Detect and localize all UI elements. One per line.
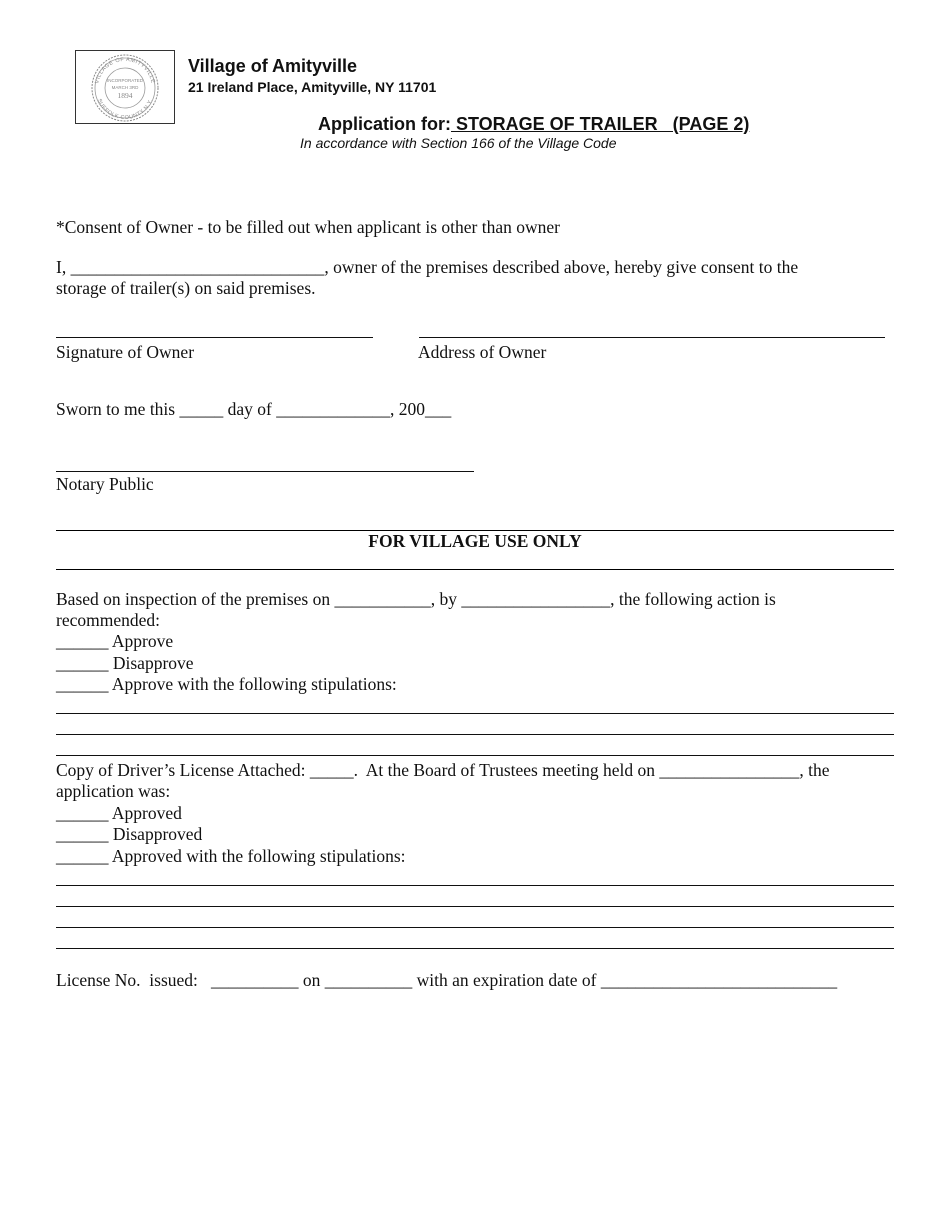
code-reference: In accordance with Section 166 of the Village Code [300,135,617,151]
inspection-line2: recommended: [56,610,160,630]
board-line1: Copy of Driver’s License Attached: _____. At the Board of Trustees meeting held on ________________, the [56,760,830,780]
section-divider-bottom [56,569,894,570]
village-seal [75,50,175,124]
board-option-approved: ______ Approved [56,803,182,823]
license-issued-line: License No. issued: __________ on __________ with an expiration date of ___________________________ [56,970,838,990]
inspection-line1: Based on inspection of the premises on ___________, by _________________, the following action is [56,589,776,609]
application-title [318,114,749,135]
rec-option-stipulations: ______ Approve with the following stipulations: [56,674,397,694]
board-option-stipulations: ______ Approved with the following stipulations: [56,846,406,866]
rec-stipulation-line [56,755,894,756]
board-stipulation-line [56,906,894,907]
rec-stipulation-line [56,713,894,714]
seal-icon [88,53,162,123]
rec-option-approve: ______ Approve [56,631,174,651]
owner-address-line [419,337,885,338]
board-stipulation-line [56,927,894,928]
application-subject: STORAGE OF TRAILER (PAGE 2) [451,114,750,134]
seal-date: MARCH 3RD [111,85,139,90]
seal-year: 1894 [117,91,133,100]
board-option-disapproved: ______ Disapproved [56,824,203,844]
address-of-owner-label: Address of Owner [418,342,547,362]
application-prefix: Application for: [318,114,451,134]
seal-ring-bottom: SUFFOLK COUNTY N.Y. [95,98,155,122]
consent-statement-line2: storage of trailer(s) on said premises. [56,278,316,298]
seal-incorporated: INCORPORATED [107,78,143,83]
notary-signature-line [56,471,474,472]
owner-signature-line [56,337,373,338]
notary-public-label: Notary Public [56,474,154,494]
board-line2: application was: [56,781,171,801]
sworn-statement: Sworn to me this _____ day of _____________, 200___ [56,399,452,419]
village-use-title: FOR VILLAGE USE ONLY [368,531,582,551]
consent-statement-line1: I, _____________________________, owner of the premises described above, hereby give consent to the [56,257,799,277]
village-address: 21 Ireland Place, Amityville, NY 11701 [188,79,437,95]
seal-ring-top: VILLAGE OF AMITYVILLE [94,56,156,85]
consent-heading: *Consent of Owner - to be filled out when applicant is other than owner [56,217,560,237]
board-stipulation-line [56,885,894,886]
signature-of-owner-label: Signature of Owner [56,342,195,362]
rec-option-disapprove: ______ Disapprove [56,653,194,673]
village-name: Village of Amityville [188,56,358,76]
rec-stipulation-line [56,734,894,735]
board-stipulation-line [56,948,894,949]
